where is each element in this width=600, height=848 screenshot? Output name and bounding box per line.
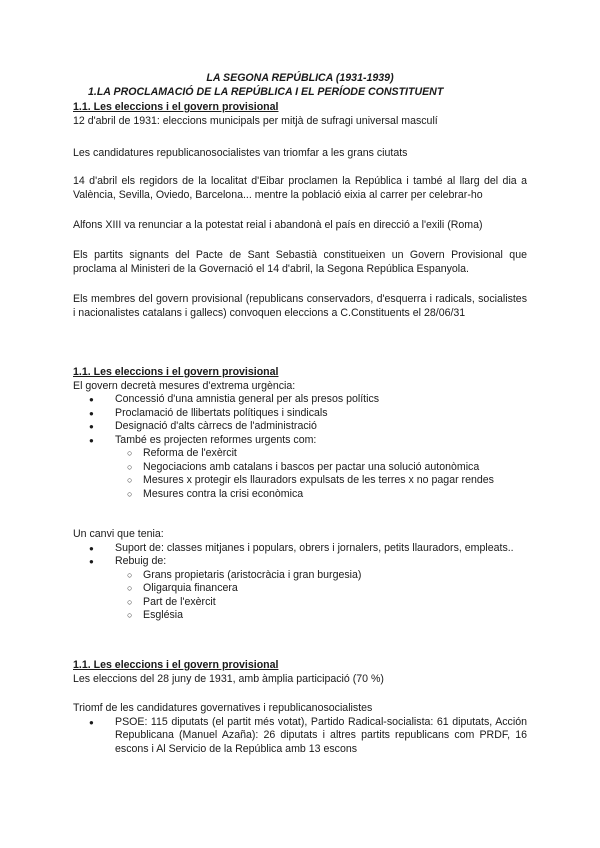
sub-list-item: ○ Mesures contra la crisi econòmica (73, 488, 527, 502)
list-item: ● Rebuig de: (73, 555, 527, 569)
section-heading: 1.1. Les eleccions i el govern provisional (73, 101, 279, 113)
bullet-list (73, 716, 527, 757)
section-3 (73, 659, 527, 686)
sub-list-item: ○ Església (73, 609, 527, 623)
paragraph: Alfons XIII va renunciar a la potestat reial i abandonà el país en direcció a l'exili (Roma) (73, 219, 483, 231)
list-item: ● Proclamació de llibertats polítiques i sindicals (73, 407, 527, 421)
sub-list-item: ○ Mesures x protegir els llauradors expulsats de les terres x no pagar rendes (73, 474, 527, 488)
list-item: ● Designació d'alts càrrecs de l'administració (73, 420, 527, 434)
list-item: ● Suport de: classes mitjanes i populars, obrers i jornalers, petits llauradors, empleats.. (73, 542, 527, 556)
section-3-continued (73, 702, 527, 756)
section-1 (73, 101, 527, 128)
section-2-continued (73, 528, 527, 623)
section-2 (73, 366, 527, 501)
paragraph: Els membres del govern provisional (republicans conservadors, d'esquerra i radicals, socialistes i nacionalistes catalans i gallecs) convoquen eleccions a C.Constituents el 28/06/31 (73, 293, 527, 319)
paragraph: Els partits signants del Pacte de Sant Sebastià constitueixen un Govern Provisional que proclama al Ministeri de la Governació el 14 d'abril, la Segona República Espanyola. (73, 249, 527, 275)
section-heading: 1.1. Les eleccions i el govern provisional (73, 366, 279, 378)
paragraph: El govern decretà mesures d'extrema urgència: (73, 379, 296, 392)
chapter-title: 1.LA PROCLAMACIÓ DE LA REPÚBLICA I EL PERÍODE CONSTITUENT (88, 86, 444, 98)
paragraph: Triomf de les candidatures governatives i republicanosocialistes (73, 702, 373, 714)
paragraph: 12 d'abril de 1931: eleccions municipals per mitjà de sufragi universal masculí (73, 114, 438, 127)
paragraph: Les eleccions del 28 juny de 1931, amb àmplia participació (70 %) (73, 672, 384, 685)
sub-list-item: ○ Grans propietaris (aristocràcia i gran burgesia) (73, 569, 527, 583)
sub-list-item: ○ Part de l'exèrcit (73, 596, 527, 610)
paragraph: 14 d'abril els regidors de la localitat d'Eibar proclamen la República i també al llarg del dia a València, Sevilla, Oviedo, Barcelona... mentre la població eixia al carrer per celebrar-ho (73, 175, 527, 201)
document-title: LA SEGONA REPÚBLICA (1931-1939) (206, 72, 394, 84)
section-heading: 1.1. Les eleccions i el govern provisional (73, 659, 279, 671)
paragraph: Les candidatures republicanosocialistes van triomfar a les grans ciutats (73, 147, 408, 159)
paragraph: Un canvi que tenia: (73, 528, 164, 540)
bullet-list (73, 542, 527, 623)
bullet-list (73, 393, 527, 501)
list-item: ● També es projecten reformes urgents com: (73, 434, 527, 448)
sub-list-item: ○ Reforma de l'exèrcit (73, 447, 527, 461)
list-item: ● PSOE: 115 diputats (el partit més votat), Partido Radical-socialista: 61 diputats, Acción Republicana (Manuel Azaña): 26 diputats i altres partits republicans com PRDF, 16 escons i Al Servicio de la República amb 13 escons (73, 716, 527, 757)
sub-list-item: ○ Oligarquia financera (73, 582, 527, 596)
sub-list-item: ○ Negociacions amb catalans i bascos per pactar una solució autonòmica (73, 461, 527, 475)
list-item: ● Concessió d'una amnistia general per als presos polítics (73, 393, 527, 407)
